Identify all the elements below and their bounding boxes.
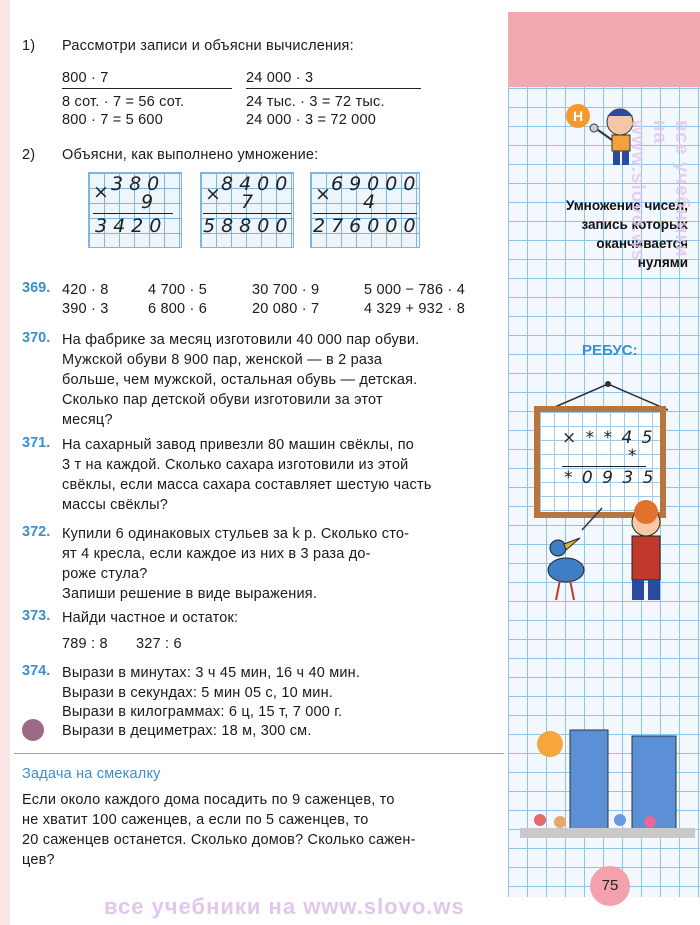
ex369-r1c3: 30 700 · 9: [252, 282, 320, 298]
ex369-r1c4: 5 000 − 786 · 4: [364, 282, 465, 298]
topic-line: Умножение чисел,: [565, 198, 688, 213]
ex1-left-rule: [62, 88, 232, 89]
ex372-line: Запиши решение в виде выражения.: [62, 586, 318, 602]
ex370-number: 370.: [22, 330, 51, 346]
watermark-bottom: все учебники на www.slovo.ws: [104, 894, 465, 919]
ex371-line: свёклы, если масса сахара составляет шестую часть: [62, 477, 432, 493]
topic-line: нулями: [637, 255, 688, 270]
calc3-mult: 4: [363, 191, 382, 213]
ex1-text: Рассмотри записи и объясни вычисления:: [62, 38, 354, 54]
calc2-sign: ×: [205, 183, 227, 205]
ex1-left-answer: 800 · 7 = 5 600: [62, 112, 163, 128]
ex369-r2c2: 6 800 · 6: [148, 301, 208, 317]
calc-box-1: [88, 172, 182, 248]
watermark-side: все учебники на www.slovo.ws: [627, 120, 692, 262]
rebus-result: * 0 9 3 5: [564, 468, 656, 488]
ex2-number: 2): [22, 147, 36, 163]
calc1-rule: [93, 213, 173, 214]
ex370-line: На фабрике за месяц изготовили 40 000 пар обуви.: [62, 332, 420, 348]
calc3-top: 69000: [331, 173, 422, 195]
puzzle-line: цев?: [22, 852, 55, 868]
ex372-line: роже стула?: [62, 566, 148, 582]
left-margin-strip: [0, 0, 10, 925]
ex369-r2c4: 4 329 + 932 · 8: [364, 301, 465, 317]
ex373-item: 789 : 8: [62, 636, 108, 652]
puzzle-divider: [14, 753, 504, 754]
rebus-mult: *: [628, 446, 643, 466]
topic-letter-badge: Н: [566, 104, 590, 128]
ex371-line: На сахарный завод привезли 80 машин свёклы, по: [62, 437, 415, 453]
ex369-r2c3: 20 080 · 7: [252, 301, 320, 317]
puzzle-heading: Задача на смекалку: [22, 766, 161, 782]
ex374-line: Вырази в дециметрах: 18 м, 300 см.: [62, 723, 312, 739]
topic-line: оканчивается: [596, 236, 688, 251]
sidebar-pink-band: [508, 12, 700, 87]
ex370-line: месяц?: [62, 412, 113, 428]
ex370-line: больше, чем мужской, остальная обувь — детская.: [62, 372, 418, 388]
ex372-line: Купили 6 одинаковых стульев за k р. Сколько сто-: [62, 526, 410, 542]
calc2-mult: 7: [241, 191, 260, 213]
ex371-line: массы свёклы?: [62, 497, 169, 513]
ex369-r1c1: 420 · 8: [62, 282, 109, 298]
calc-box-3: [310, 172, 420, 248]
ex374-line: Вырази в килограммах: 6 ц, 15 т, 7 000 г.: [62, 704, 343, 720]
difficulty-circle-icon: [22, 719, 44, 741]
ex371-number: 371.: [22, 435, 51, 451]
ex374-line: Вырази в минутах: 3 ч 45 мин, 16 ч 40 мин.: [62, 665, 361, 681]
calc1-top: 380: [111, 173, 166, 195]
topic-line: запись которых: [581, 217, 688, 232]
city-illustration: [520, 720, 695, 860]
ex369-number: 369.: [22, 280, 51, 296]
ex373-number: 373.: [22, 608, 51, 624]
ex1-right-expr: 24 000 · 3: [246, 70, 314, 86]
ex1-left-expr: 800 · 7: [62, 70, 109, 86]
puzzle-line: не хватит 100 саженцев, а если по 5 саженцев, то: [22, 812, 369, 828]
ex369-r1c2: 4 700 · 5: [148, 282, 208, 298]
ex374-line: Вырази в секундах: 5 мин 05 с, 10 мин.: [62, 685, 334, 701]
calc3-rule: [313, 213, 417, 214]
puzzle-line: 20 саженцев останется. Сколько домов? Сколько сажен-: [22, 832, 416, 848]
rebus-rule: [562, 466, 646, 467]
ex1-right-rule: [246, 88, 421, 89]
ex370-line: Мужской обуви 8 900 пар, женской — в 2 раза: [62, 352, 383, 368]
ex1-right-step: 24 тыс. · 3 = 72 тыс.: [246, 94, 385, 110]
ex1-right-answer: 24 000 · 3 = 72 000: [246, 112, 376, 128]
page-number: 75: [590, 866, 630, 906]
calc1-result: 3420: [95, 215, 168, 237]
calc2-rule: [203, 213, 291, 214]
calc2-result: 58800: [203, 215, 294, 237]
ex370-line: Сколько пар детской обуви изготовили за этот: [62, 392, 383, 408]
calc3-result: 276000: [313, 215, 422, 237]
calc2-top: 8400: [221, 173, 294, 195]
ex372-line: ят 4 кресла, если каждое из них в 3 раза до-: [62, 546, 371, 562]
calc3-sign: ×: [315, 183, 337, 205]
rebus-top: × * * 4 5: [562, 428, 655, 448]
calc-box-2: [200, 172, 294, 248]
bird-and-clown-illustration: [536, 500, 686, 610]
ex373-item: 327 : 6: [136, 636, 182, 652]
ex374-number: 374.: [22, 663, 51, 679]
calc1-sign: ×: [93, 181, 115, 203]
ex1-number: 1): [22, 38, 36, 54]
ex371-line: 3 т на каждой. Сколько сахара изготовили из этой: [62, 457, 409, 473]
rebus-title: РЕБУС:: [582, 342, 638, 359]
ex369-r2c1: 390 · 3: [62, 301, 109, 317]
ex1-left-step: 8 сот. · 7 = 56 сот.: [62, 94, 185, 110]
calc1-mult: 9: [141, 191, 160, 213]
ex373-text: Найди частное и остаток:: [62, 610, 239, 626]
ex2-text: Объясни, как выполнено умножение:: [62, 147, 319, 163]
ex372-number: 372.: [22, 524, 51, 540]
puzzle-line: Если около каждого дома посадить по 9 саженцев, то: [22, 792, 395, 808]
